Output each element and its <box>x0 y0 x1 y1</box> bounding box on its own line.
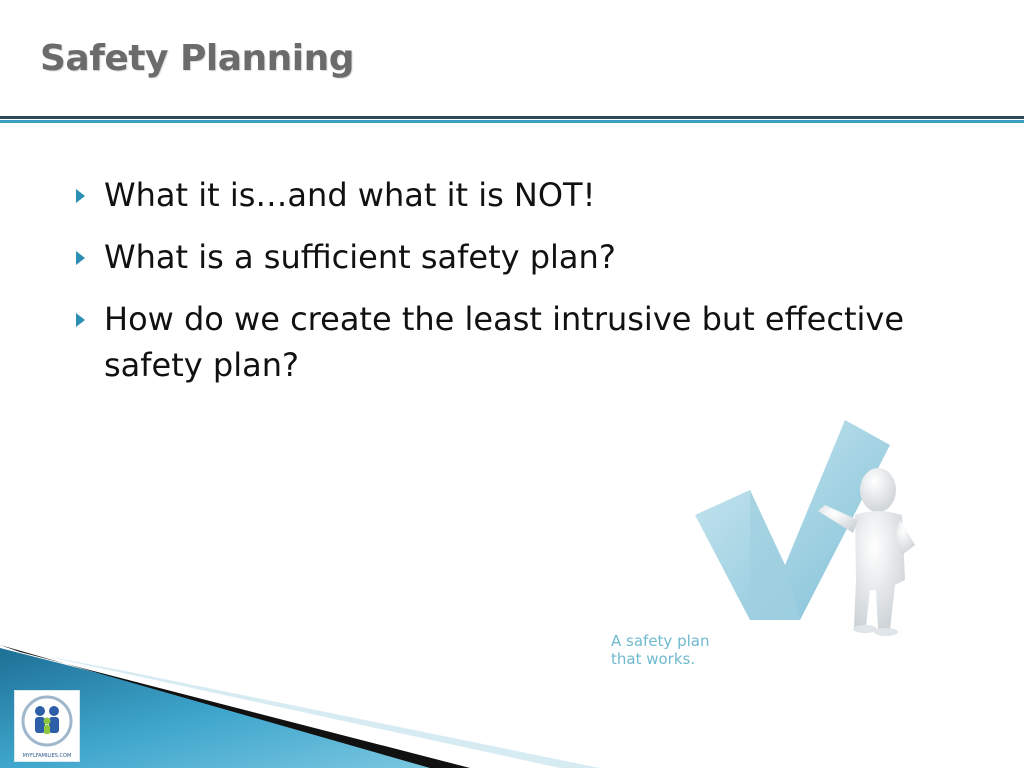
triangle-right-icon <box>76 313 85 327</box>
title-rule-light <box>0 120 1024 123</box>
triangle-right-icon <box>76 189 85 203</box>
caption-line: that works. <box>611 650 696 668</box>
bullet-text: How do we create the least intrusive but effective safety plan? <box>104 300 904 384</box>
logo-text: MYFLFAMILIES.COM <box>22 753 72 759</box>
bullet-item <box>76 296 956 388</box>
bullet-text: What it is…and what it is NOT! <box>104 176 596 214</box>
title-rule-dark <box>0 116 1024 119</box>
caption-line: A safety plan <box>611 632 710 650</box>
bullet-text: What is a sufficient safety plan? <box>104 238 616 276</box>
slide-title: Safety Planning <box>40 38 355 79</box>
bullet-list <box>76 172 956 404</box>
bullet-item <box>76 234 956 280</box>
department-logo-icon <box>14 690 80 762</box>
triangle-right-icon <box>76 251 85 265</box>
corner-decoration <box>0 600 1024 768</box>
bullet-item <box>76 172 956 218</box>
